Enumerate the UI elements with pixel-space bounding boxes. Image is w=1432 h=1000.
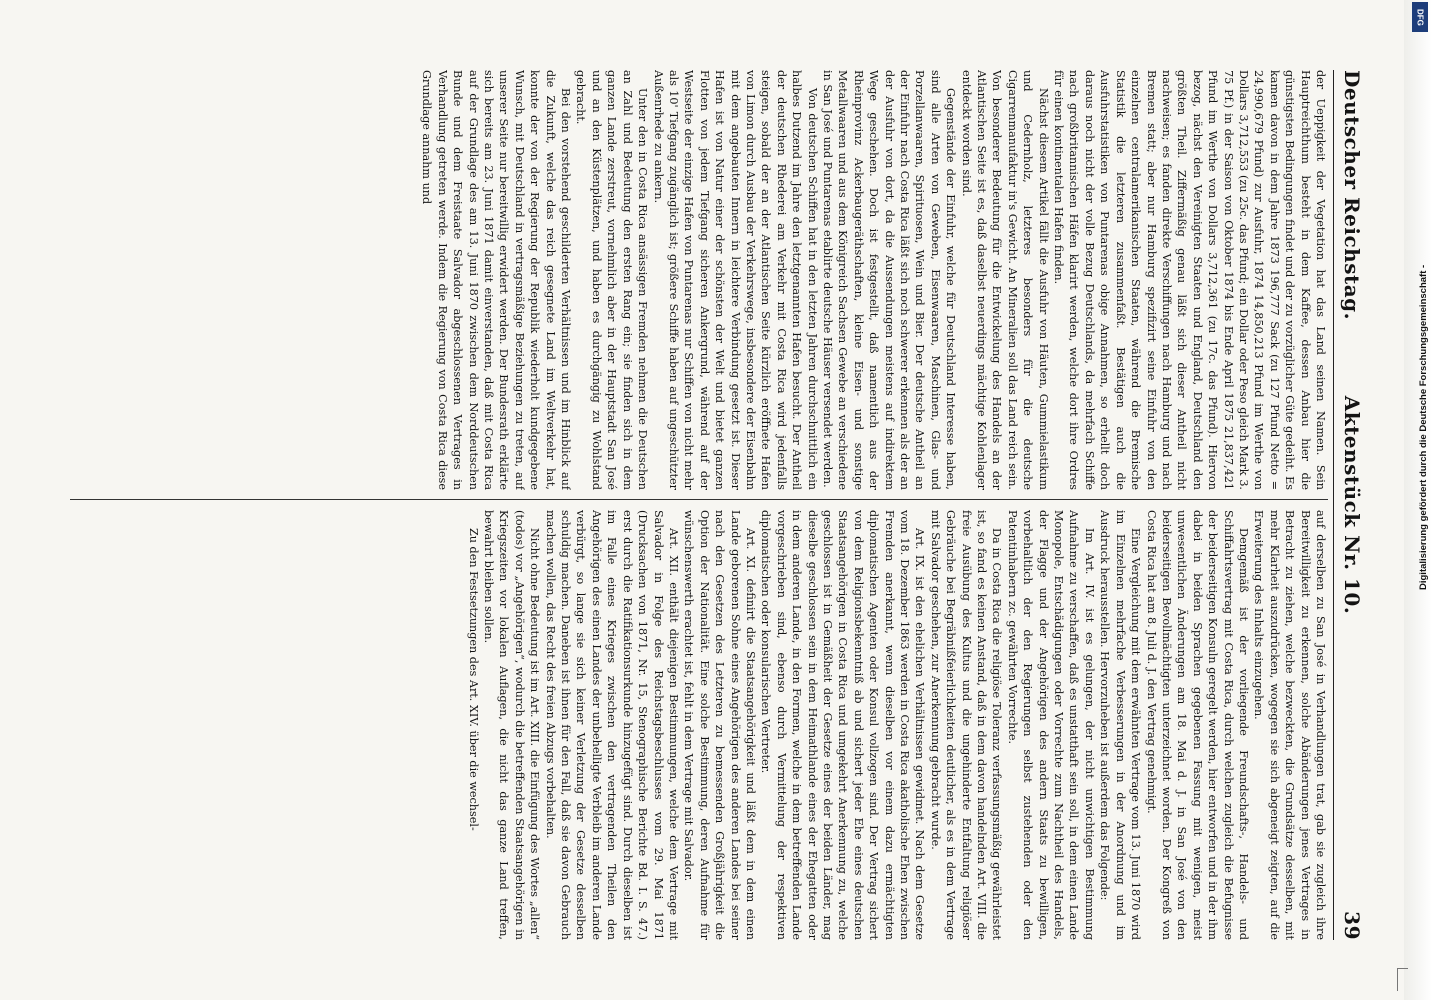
digitization-credit: Digitalisierung gefördert durch die Deutsche Forschungsgemeinschaft - xyxy=(1418,264,1429,590)
running-head-center: Aktenstück Nr. 10. xyxy=(1340,395,1364,615)
paragraph: der Ueppigkeit der Vegetation hat das Land seinen Namen. Sein Hauptreichthum besteht in dem Kaffee, dessen Anbau hier die günstigsten Bedingungen findet und der zu vorzüglicher Güte gedeiht. Es kamen davon in dem Jahre 1873 196,777 Sack (zu 127 Pfund Netto = 24,990,679 Pfund) zur Ausfuhr, 1874 14,850,213 Pfund im Werthe von Dollars 3,712,553 (zu 25c. das Pfund; ein Dollar oder Peso gleich Mark 3. 75 Pf.) in der Saison von Oktober 1874 bis Ende April 1875 21,837,421 Pfund im Werthe von Dollars 3,712,361 (zu 17c. das Pfund). Hiervon bezog, nächst den Vereinigten Staaten und England, Deutschland den größten Theil. Ziffermäßig genau läßt sich dieser Antheil nicht nachweisen; es fanden direkte Verschiffungen nach Hamburg und nach Bremen statt; aber nur Hamburg spezifizirt seine Einfuhr von den einzelnen centralamerikanischen Staaten, während die Bremische Statistik die letzteren zusammenfaßt. Bestätigen auch die Ausfuhrstatistiken von Puntarenas obige Annahmen, so erhellt doch daraus noch nicht der volle Bezug Deutschlands, da mehrfach Schiffe nach großbritannischen Häfen klarirt werden, welche dort ihre Ordres für einen kontinentalen Hafen finden. xyxy=(1052,70,1327,490)
paragraph: Unter den in Costa Rica ansässigen Fremden nehmen die Deutschen an Zahl und Bedeutung den ersten Rang ein; sie finden sich in dem ganzen Lande zerstreut, vornehmlich aber in der Hauptstadt San José und an den Küstenplätzen, und haben es durchgängig zu Wohlstand gebracht. xyxy=(574,70,650,490)
text-column-left xyxy=(70,70,1328,490)
paragraph: Von deutschen Schiffen hat in den letzten Jahren durchschnittlich ein halbes Dutzend im Jahre den letztgenannten Hafen besucht. Der Antheil der deutschen Rhederei am Verkehr mit Costa Rica wird jedenfalls steigen, sobald der an der Atlantischen Seite kürzlich eröffnete Hafen von Limon durch Ausbau der Verkehrswege, insbesondere der Eisenbahn mit dem angebauten Innern in leichtere Verbindung gesetzt ist. Dieser Hafen ist von Natur einer der schönsten der Welt und bietet ganzen Flotten von jedem Tiefgang sicheren Ankergrund, während auf der Westseite der einzige Hafen von Puntarenas nur Schiffen von nicht mehr als 10' Tiefgang zugänglich ist; größere Schiffe haben auf ungeschützter Außenrhede zu ankern. xyxy=(651,70,819,490)
dfg-logo-icon: DFG xyxy=(1412,2,1428,32)
paragraph: Gegenstände der Einfuhr, welche für Deutschland Interesse haben, sind alle Arten von Geweben, Eisenwaaren, Maschinen, Glas- und Porzellanwaaren, Spirituosen, Wein und Bier. Der deutsche Antheil an der Einfuhr nach Costa Rica läßt sich noch schwerer erkennen als der an der Ausfuhr von dort, da die Aussendungen meistens auf indirektem Wege geschehen. Doch ist festgestellt, daß namentlich aus der Rheinprovinz Ackerbaugeräthschaften, kleine Eisen- und sonstige Metallwaaren und aus dem Königreich Sachsen Gewebe an verschiedene in San José und Puntarenas etablirte deutsche Häuser versendet werden. xyxy=(821,70,958,490)
page-number: 39 xyxy=(1340,911,1364,940)
paragraph: Nicht ohne Bedeutung ist im Art. XIII. die Einfügung des Wortes „allen“ (todos) vor „Angehörigen“, wodurch die betreffenden Staatsangehörigen in Kriegszeiten vor lokalen Auflagen, die nicht das ganze Land treffen, bewahrt bleiben sollen. xyxy=(482,510,542,940)
text-column-right xyxy=(70,510,1328,940)
page-header xyxy=(1333,70,1370,940)
running-head-left: Deutscher Reichstag. xyxy=(1340,70,1364,321)
paragraph: Art. XI. definirt die Staatsangehörigkeit und läßt dem in dem einen Lande geborenen Sohne eines Angehörigen des anderen Landes bei seiner nach den Gesetzen des Letzteren zu bemessenden Großjährigkeit die Option der Nationalität. Eine solche Bestimmung, deren Aufnahme für wünschenswerth erachtet ist, fehlt in dem Vertrage mit Salvador. xyxy=(682,510,757,940)
paragraph: auf derselben zu San José in Verhandlungen trat, gab sie zugleich ihre Bereitwilligkeit zu erkennen, solche Abänderungen jenes Vertrages in Betracht zu ziehen, welche bezweckten, die Grundsätze desselben, mit mehr Klarheit auszudrücken, wogegen sie sich abgeneigt zeigten, auf die Erweiterung des Inhalts einzugehen. xyxy=(1252,510,1327,940)
paragraph: Art. IX. ist den ehelichen Verhältnissen gewidmet. Nach dem Gesetze vom 18. Dezember 1863 werden in Costa Rica akatholische Ehen zwischen Fremden anerkannt, wenn dieselben vor einem dazu ermächtigten diplomatischen Agenten oder Konsul vollzogen sind. Der Vertrag sichert von dem Religionsbekenntniß ab und sichert jeder Ehe eines deutschen Staatsangehörigen in Costa Rica und umgekehrt Anerkennung zu, welche geschlossen ist in Gemäßheit der Gesetze eines der beiden Länder, mag dieselbe geschlossen sein in dem Heimathlande eines der Ehegatten oder in dem anderen Lande, in den Formen, welche in dem betreffenden Lande vorgeschrieben sind, ebenso durch Vermittelung der respektiven diplomatischen oder konsularischen Vertreter. xyxy=(759,510,927,940)
paragraph: Eine Vergleichung mit dem erwähnten Vertrage vom 13. Juni 1870 wird im Einzelnen mehrfache Verbesserungen in der Anordnung und im Ausdruck herausstellen. Hervorzuheben ist außerdem das Folgende: xyxy=(1098,510,1143,940)
paragraph: Demgemäß ist der vorliegende Freundschafts-, Handels- und Schiffahrtsvertrag mit Costa Rica, durch welchen zugleich die Befugnisse der beiderseitigen Konsuln geregelt werden, hier entworfen und in der ihm dabei in beiden Sprachen gegebenen Fassung mit wenigen, meist unwesentlichen Änderungen am 18. Mai d. J. in San José von den beiderseitigen Bevollmächtigten unterzeichnet worden. Der Kongreß von Costa Rica hat am 8. Juli d. J. den Vertrag genehmigt. xyxy=(1144,510,1250,940)
paragraph: Bei den vorstehend geschilderten Verhältnissen und im Hinblick auf die Zukunft, welche das reich gesegnete Land im Weltverkehr hat, konnte der von der Regierung der Republik wiederholt kundgegebene Wunsch, mit Deutschland in vertragsmäßige Beziehungen zu treten, auf unserer Seite nur bereitwillig erwidert werden. Der Bundesrath erklärte sich bereits am 23. Juni 1871 damit einverstanden, daß mit Costa Rica auf der Grundlage des am 13. Juni 1870 zwischen dem Norddeutschen Bunde und dem Freistaate Salvador abgeschlossenen Vertrages in Verhandlung getreten werde. Indem die Regierung von Costa Rica diese Grundlage annahm und xyxy=(420,70,573,490)
paragraph: Zu den Festsetzungen des Art. XIV. über die wechsel- xyxy=(466,528,480,831)
paragraph: Da in Costa Rica die religiöse Toleranz verfassungsmäßig gewährleistet ist, so fand es keinen Anstand, daß in dem davon handelnden Art. VIII. die freie Ausübung des Kultus und die ungehinderte Entfaltung religiöser Gebräuche bei Begräbnißfeierlichkeiten deutlicher, als es in dem Vertrage mit Salvador geschehen, zur Anerkennung gebracht wurde. xyxy=(928,510,1004,940)
scan-corner-mark xyxy=(1397,968,1408,991)
column-divider xyxy=(70,499,1328,500)
paragraph: Im Art. IV. ist es gelungen, der nicht unwichtigen Bestimmung Aufnahme zu verschaffen, daß es unstatthaft sein soll, in dem einen Lande Monopole, Entschädigungen oder Vorrechte zum Nachtheil des Handels, der Flagge und der Angehörigen des andern Staats zu bewilligen, vorbehaltlich der den Regierungen selbst zustehenden oder den Patentinhabern zc. gewährten Vorrechte. xyxy=(1005,510,1096,940)
paragraph: Art. XII. enthält diejenigen Bestimmungen, welche dem Vertrage mit Salvador in Folge des Reichstagsbeschlusses vom 29. Mai 1871 (Drucksachen von 1871, Nr. 15, Stenographische Berichte Bd. I. S. 47.) erst durch die Ratifikationsurkunde hinzugefügt sind. Durch dieselben ist im Falle eines Krieges zwischen den vertragenden Theilen den Angehörigen des einen Landes der unbehelligte Verbleib im anderen Lande verbürgt, so lange sie sich keiner Verletzung der Gesetze desselben schuldig machen. Daneben ist ihnen für den Fall, daß sie davon Gebrauch machen wollen, das Recht des freien Abzugs vorbehalten. xyxy=(543,510,680,940)
paragraph: Nächst diesem Artikel fällt die Ausfuhr von Häuten, Gummielastikum und Cedernholz, letzteres besonders für die deutsche Cigarrenmanufaktur in's Gewicht. An Mineralien soll das Land reich sein. Von besonderer Bedeutung für die Entwickelung des Handels an der Atlantischen Seite ist es, daß daselbst neuerdings mächtige Kohlenlager entdeckt worden sind. xyxy=(959,70,1050,490)
